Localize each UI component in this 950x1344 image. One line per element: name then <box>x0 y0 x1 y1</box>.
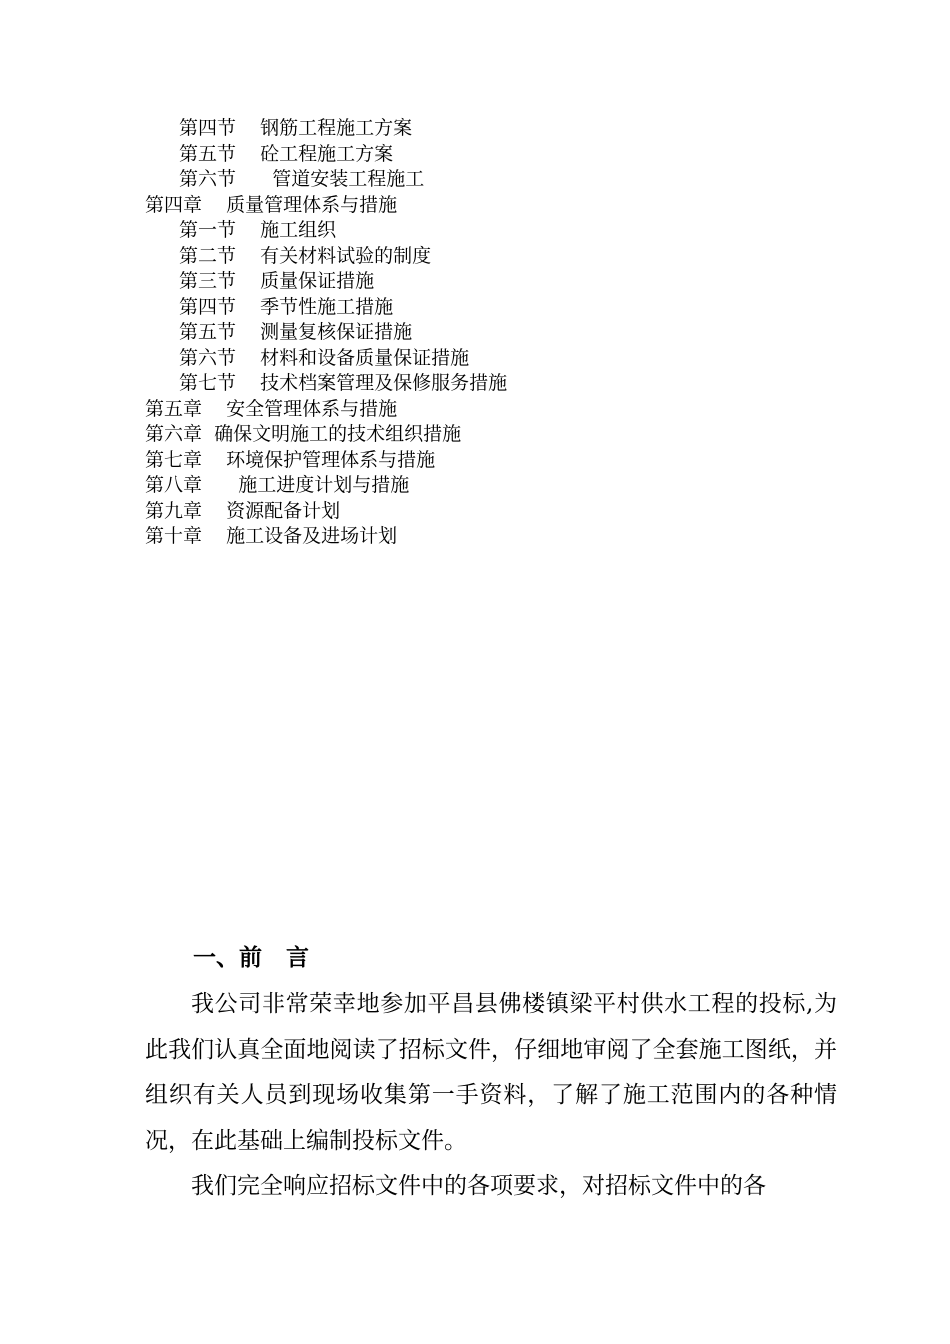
toc-item: 第四节 钢筋工程施工方案 <box>179 117 413 139</box>
preface-paragraph: 我公司非常荣幸地参加平昌县佛楼镇梁平村供水工程的投标,为此我们认真全面地阅读了招标文件，仔细地审阅了全套施工图纸，并组织有关人员到现场收集第一手资料，了解了施工范围内的各种情况，在此基础上编制投标文件。 <box>145 991 837 1154</box>
toc-item: 第八章 施工进度计划与措施 <box>145 474 410 496</box>
toc-item: 第三节 质量保证措施 <box>179 270 375 292</box>
toc-item: 第六节 管道安装工程施工 <box>179 168 425 190</box>
toc-item: 第十章 施工设备及进场计划 <box>145 525 398 547</box>
toc-item: 第四节 季节性施工措施 <box>179 295 394 318</box>
toc-item: 第七节 技术档案管理及保修服务措施 <box>179 372 508 394</box>
preface-paragraph: 我们完全响应招标文件中的各项要求，对招标文件中的各 <box>191 1173 766 1200</box>
preface-heading: 一、前 言 <box>193 944 310 971</box>
toc-item: 第五章 安全管理体系与措施 <box>145 397 398 420</box>
toc-item: 第六节 材料和设备质量保证措施 <box>179 346 470 369</box>
toc-item: 第六章 确保文明施工的技术组织措施 <box>145 423 462 445</box>
toc-item: 第四章 质量管理体系与措施 <box>145 193 398 216</box>
toc-item: 第九章 资源配备计划 <box>145 499 341 522</box>
preface-body <box>145 982 837 1210</box>
toc-item: 第五节 测量复核保证措施 <box>179 321 413 343</box>
toc-item: 第一节 施工组织 <box>179 219 337 241</box>
table-of-contents <box>0 116 950 550</box>
toc-item: 第七章 环境保护管理体系与措施 <box>145 448 436 471</box>
toc-item: 第五节 砼工程施工方案 <box>179 142 394 165</box>
toc-item: 第二节 有关材料试验的制度 <box>179 244 432 267</box>
